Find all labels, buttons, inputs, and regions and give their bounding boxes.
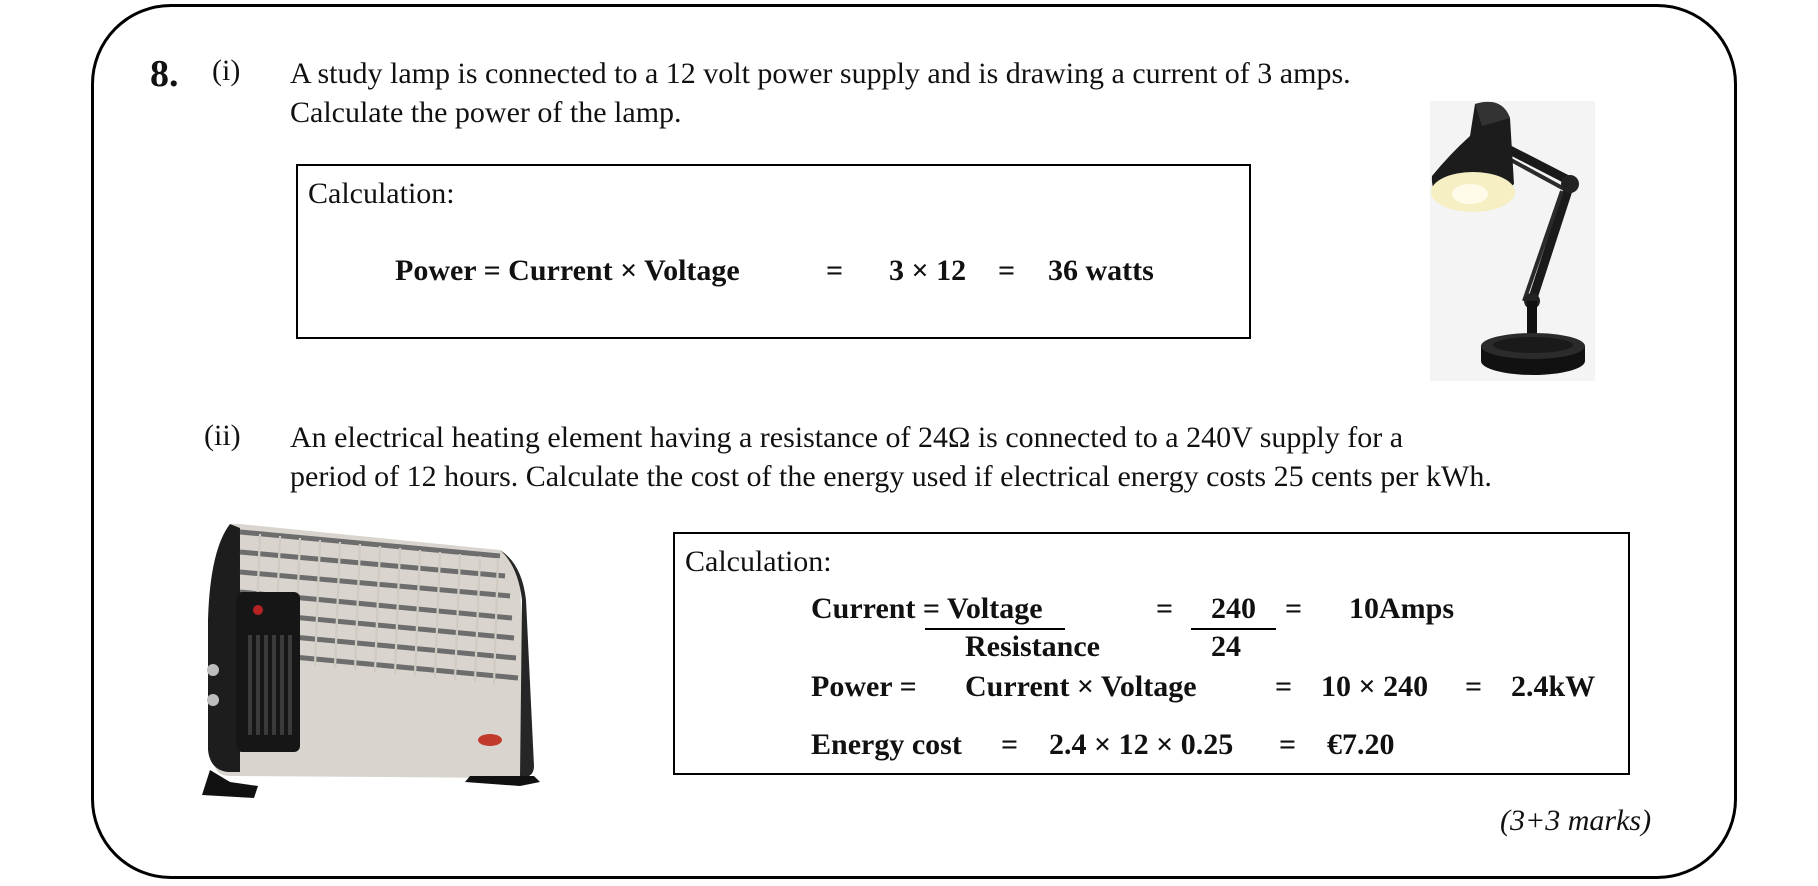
power-result: 2.4kW	[1511, 670, 1596, 703]
energy-label: Energy cost	[811, 728, 962, 761]
energy-result: €7.20	[1327, 728, 1395, 761]
power-formula: Current × Voltage	[965, 670, 1197, 703]
current-denominator-value: 24	[1211, 630, 1241, 663]
calc-label-i: Calculation:	[308, 177, 455, 210]
heater-image	[200, 520, 545, 805]
calc-i-substitution: 3 × 12	[889, 254, 967, 287]
power-equals-1: =	[1275, 670, 1293, 703]
energy-equals-2: =	[1279, 728, 1297, 761]
part-i-text-line1: A study lamp is connected to a 12 volt power supply and is drawing a current of 3 amps.	[290, 57, 1351, 90]
current-denominator: Resistance	[965, 630, 1100, 663]
part-ii-text-line1: An electrical heating element having a resistance of 24Ω is connected to a 240V supply for a	[290, 421, 1404, 454]
marks-allocation: (3+3 marks)	[1500, 804, 1652, 837]
calc-label-ii: Calculation:	[685, 545, 832, 578]
current-equals-1: =	[1156, 592, 1174, 625]
part-ii-text-line2: period of 12 hours. Calculate the cost of the energy used if electrical energy costs 25 cents per kWh.	[290, 460, 1492, 493]
current-result: 10Amps	[1349, 592, 1455, 625]
calc-i-equals-2: =	[998, 254, 1016, 287]
current-label: Current =	[811, 592, 941, 625]
calc-i-result: 36 watts	[1048, 254, 1154, 287]
calculation-box-ii	[673, 532, 1630, 775]
energy-equals-1: =	[1001, 728, 1019, 761]
power-substitution: 10 × 240	[1321, 670, 1429, 703]
calc-i-equals-1: =	[826, 254, 844, 287]
question-number: 8.	[150, 53, 179, 95]
part-i-text-line2: Calculate the power of the lamp.	[290, 96, 682, 129]
current-numerator-value: 240	[1191, 592, 1276, 630]
part-ii-label: (ii)	[204, 419, 241, 452]
calculation-box-i	[296, 164, 1251, 339]
current-equals-2: =	[1285, 592, 1303, 625]
current-numerator: Voltage	[925, 592, 1065, 630]
power-equals-2: =	[1465, 670, 1483, 703]
desk-lamp-image	[1420, 96, 1600, 386]
power-label: Power =	[811, 670, 917, 703]
energy-substitution: 2.4 × 12 × 0.25	[1049, 728, 1234, 761]
calc-i-formula: Power = Current × Voltage	[395, 254, 740, 287]
part-i-label: (i)	[212, 54, 241, 87]
